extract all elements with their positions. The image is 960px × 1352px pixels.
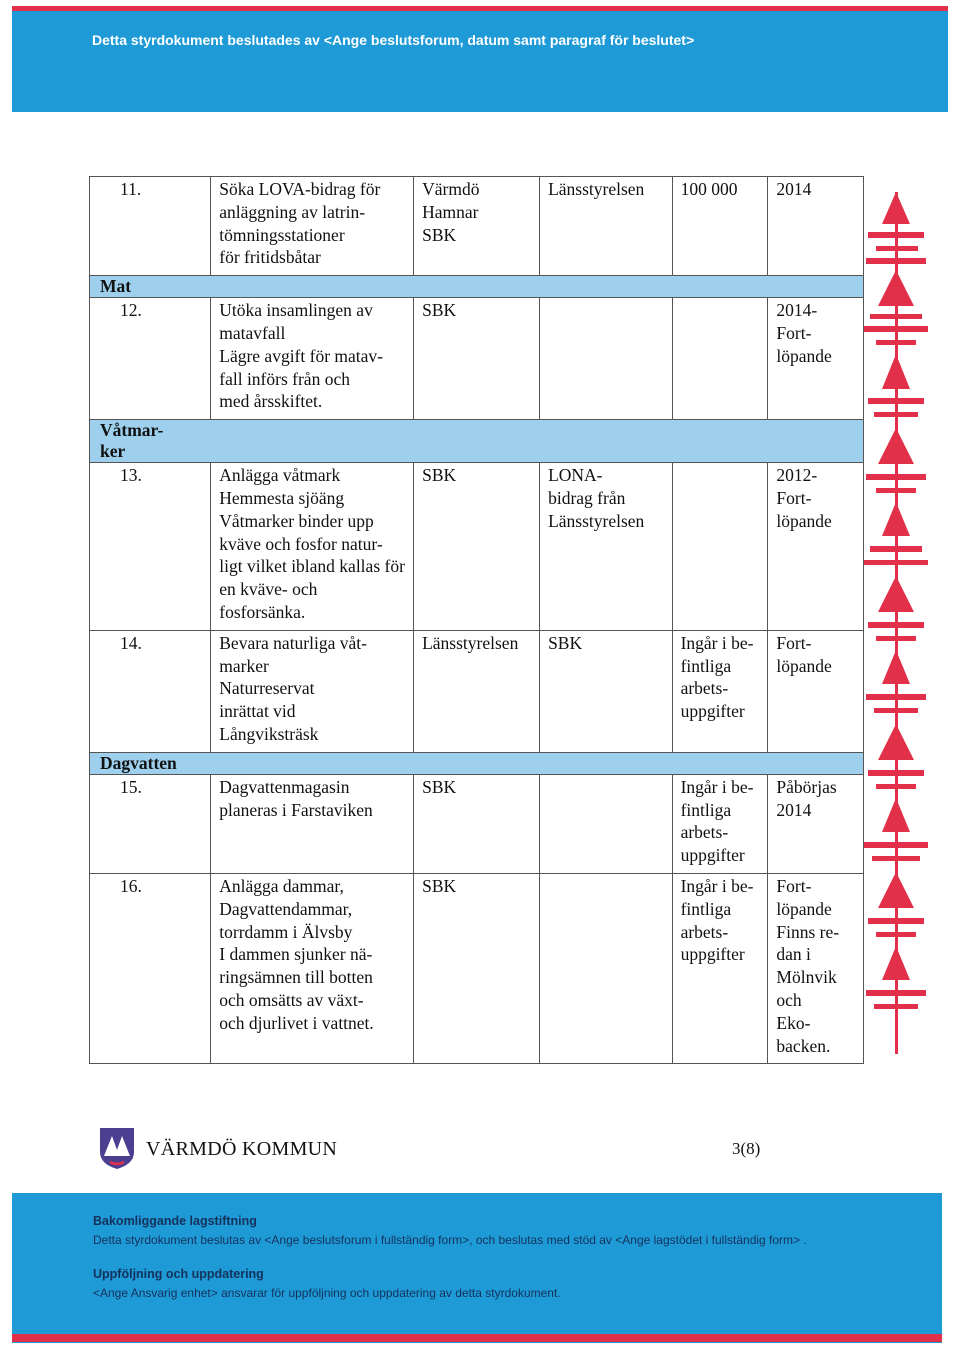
footer-red-stripe — [12, 1334, 942, 1342]
action-cell: Söka LOVA-bidrag för anläggning av latrin- tömningsstationer för fritidsbåtar — [211, 177, 414, 276]
time-cell: Fort- löpande Finns re- dan i Mölnvik och Eko- backen. — [768, 873, 864, 1063]
section-row-dagvatten — [90, 752, 864, 774]
time-cell: 2014- Fort- löpande — [768, 298, 864, 420]
section-row-mat — [90, 276, 864, 298]
table-row — [90, 630, 864, 752]
responsible-cell: SBK — [414, 774, 540, 873]
legislation-heading: Bakomliggande lagstiftning — [93, 1214, 257, 1228]
table-row — [90, 177, 864, 276]
financing-cell — [540, 873, 672, 1063]
responsible-cell: SBK — [414, 463, 540, 631]
section-title: Dagvatten — [90, 752, 864, 774]
responsible-cell: Länsstyrelsen — [414, 630, 540, 752]
cost-cell: Ingår i be- fintliga arbets- uppgifter — [672, 873, 768, 1063]
page-number: 3(8) — [732, 1139, 761, 1158]
table-row — [90, 774, 864, 873]
responsible-cell: SBK — [414, 298, 540, 420]
section-title: Våtmar- ker — [90, 420, 864, 463]
action-cell: Bevara naturliga våt- marker Naturreservat inrättat vid Långviksträsk — [211, 630, 414, 752]
header-text: Detta styrdokument beslutades av <Ange beslutsforum, datum samt paragraf för beslutet> — [92, 32, 695, 48]
financing-cell: Länsstyrelsen — [540, 177, 672, 276]
varmdo-logo-icon — [98, 1126, 136, 1170]
row-number: 14. — [90, 630, 211, 752]
row-number: 12. — [90, 298, 211, 420]
time-cell: 2014 — [768, 177, 864, 276]
header-band — [12, 6, 948, 112]
table-row — [90, 873, 864, 1063]
pine-tree-decoration — [862, 184, 952, 1054]
time-cell: Påbörjas 2014 — [768, 774, 864, 873]
legislation-text: Detta styrdokument beslutas av <Ange beslutsforum i fullständig form>, och beslutas med stöd av <Ange lagstödet i fullständig form> . — [93, 1233, 807, 1247]
row-number: 11. — [90, 177, 211, 276]
section-row-vatmarker — [90, 420, 864, 463]
cost-cell: Ingår i be- fintliga arbets- uppgifter — [672, 630, 768, 752]
financing-cell — [540, 774, 672, 873]
action-cell: Anlägga våtmark Hemmesta sjöäng Våtmarker binder upp kväve och fosfor natur- ligt vilket ibland kallas för en kväve- och fosforsänka. — [211, 463, 414, 631]
follow-up-text: <Ange Ansvarig enhet> ansvarar för uppföljning och uppdatering av detta styrdokument. — [93, 1286, 561, 1300]
municipality-name: VÄRMDÖ KOMMUN — [146, 1138, 338, 1160]
section-title: Mat — [90, 276, 864, 298]
time-cell: 2012- Fort- löpande — [768, 463, 864, 631]
row-number: 16. — [90, 873, 211, 1063]
action-cell: Dagvattenmagasin planeras i Farstaviken — [211, 774, 414, 873]
financing-cell: SBK — [540, 630, 672, 752]
cost-cell: 100 000 — [672, 177, 768, 276]
financing-cell — [540, 298, 672, 420]
cost-cell: Ingår i be- fintliga arbets- uppgifter — [672, 774, 768, 873]
follow-up-heading: Uppföljning och uppdatering — [93, 1267, 264, 1281]
table-row — [90, 298, 864, 420]
header-red-stripe — [12, 6, 948, 11]
time-cell: Fort- löpande — [768, 630, 864, 752]
responsible-cell: SBK — [414, 873, 540, 1063]
measures-table — [89, 176, 864, 1064]
row-number: 15. — [90, 774, 211, 873]
row-number: 13. — [90, 463, 211, 631]
action-cell: Anlägga dammar, Dagvattendammar, torrdamm i Älvsby I dammen sjunker nä- ringsämnen till botten och omsätts av växt- och djurlivet i vattnet. — [211, 873, 414, 1063]
action-cell: Utöka insamlingen av matavfall Lägre avgift för matav- fall införs från och med årsskiftet. — [211, 298, 414, 420]
financing-cell: LONA- bidrag från Länsstyrelsen — [540, 463, 672, 631]
responsible-cell: Värmdö Hamnar SBK — [414, 177, 540, 276]
cost-cell — [672, 463, 768, 631]
cost-cell — [672, 298, 768, 420]
table-row — [90, 463, 864, 631]
